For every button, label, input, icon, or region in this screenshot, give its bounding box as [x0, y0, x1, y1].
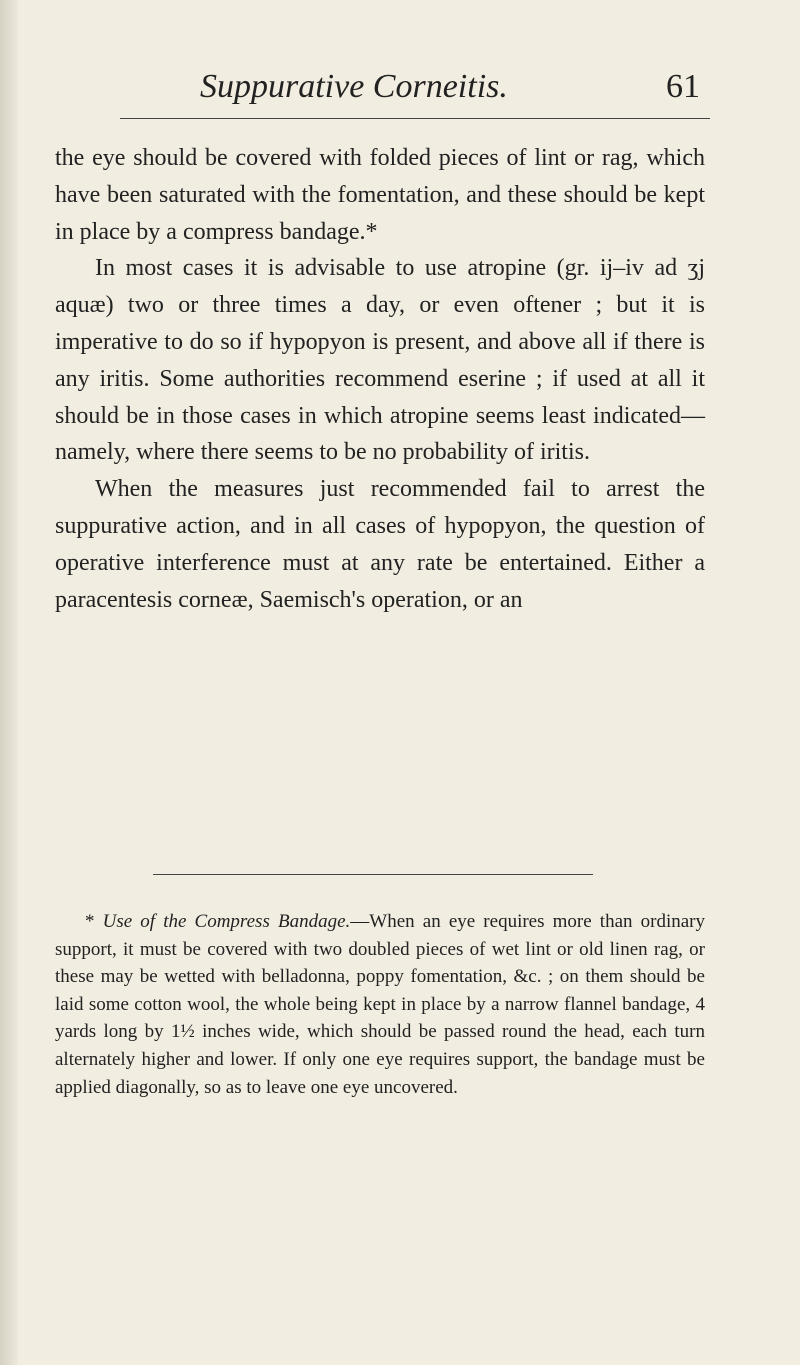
paragraph-2: In most cases it is advisable to use atropine (gr. ij–iv ad ʒj aquæ) two or three times a day, or even oftener ; but it is imperative to do so if hypopyon is present, and above all if there is any iritis. Some authorities recommend eserine ; if used at all it should be in those cases in which atropine seems least indicated—namely, where there seems to be no probability of iritis.	[55, 255, 705, 466]
footnote-rule	[153, 874, 593, 875]
paragraph-1: the eye should be covered with folded pieces of lint or rag, which have been saturated with the fomentation, and these should be kept in place by a compress bandage.*	[55, 145, 705, 245]
paragraph-3: When the measures just recommended fail to arrest the suppurative action, and in all cases of hypopyon, the question of operative interference must at any rate be entertained. Either a paracentesis corneæ, Saemisch's operation, or an	[55, 476, 705, 613]
footnote-title: Use of the Compress Bandage.	[102, 911, 351, 932]
page-gutter-shadow	[0, 0, 18, 1365]
footnote-text: —When an eye requires more than ordinary support, it must be covered with two doubled pieces of wet lint or old linen rag, or these may be wetted with belladonna, poppy fomentation, &c. ; on them should be laid some cotton wool, the whole being kept in place by a narrow flannel bandage, 4 yards long by 1½ inches wide, which should be passed round the head, each turn alternately higher and lower. If only one eye requires support, the bandage must be applied diagonally, so as to leave one eye uncovered.	[55, 911, 705, 1098]
page-number: 61	[666, 68, 700, 105]
main-text	[55, 140, 705, 618]
footnote-marker: *	[85, 911, 103, 932]
header-rule	[120, 118, 710, 119]
running-head	[200, 64, 700, 110]
running-title: Suppurative Corneitis.	[200, 68, 508, 105]
footnote	[55, 908, 705, 1101]
